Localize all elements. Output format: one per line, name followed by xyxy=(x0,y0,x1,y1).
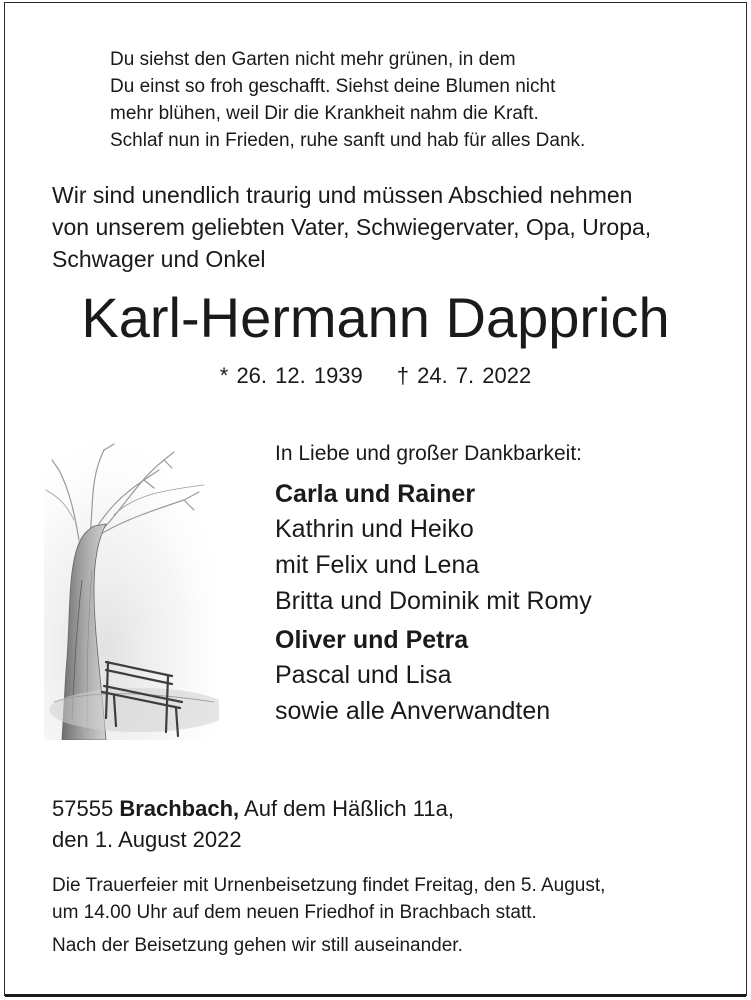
service-line: um 14.00 Uhr auf dem neuen Friedhof in Brachbach statt. xyxy=(52,902,537,923)
family-line: sowie alle Anverwandten xyxy=(275,697,551,725)
zip-code: 57555 xyxy=(52,796,114,821)
deceased-name: Karl-Hermann Dapprich xyxy=(81,286,670,349)
mourners-list xyxy=(275,437,592,729)
intro-line: Schwager und Onkel xyxy=(52,246,266,272)
tree-and-bench-icon xyxy=(44,440,219,740)
family-main-name: Oliver und Petra xyxy=(275,626,469,654)
poem-line: Schlaf nun in Frieden, ruhe sanft und hab für alles Dank. xyxy=(110,130,586,151)
family-line: Pascal und Lisa xyxy=(275,661,452,689)
family-main-name: Carla und Rainer xyxy=(275,480,476,508)
announcement-intro xyxy=(52,179,651,275)
poem-line: Du einst so froh geschafft. Siehst deine Blumen nicht xyxy=(110,76,556,97)
letter-date: den 1. August 2022 xyxy=(52,827,242,852)
service-notice xyxy=(52,872,605,959)
life-dates xyxy=(0,361,751,391)
family-lead: In Liebe und großer Dankbarkeit: xyxy=(275,442,583,465)
intro-line: von unserem geliebten Vater, Schwiegervater, Opa, Uropa, xyxy=(52,214,652,240)
street: Auf dem Häßlich 11a, xyxy=(244,796,454,821)
family-line: Britta und Dominik mit Romy xyxy=(275,587,592,615)
family-line: mit Felix und Lena xyxy=(275,551,480,579)
intro-line: Wir sind unendlich traurig und müssen Abschied nehmen xyxy=(52,182,633,208)
death-date: † 24. 7. 2022 xyxy=(396,363,532,388)
address-line xyxy=(52,793,454,824)
poem-line: Du siehst den Garten nicht mehr grünen, in dem xyxy=(110,49,516,70)
service-line: Nach der Beisetzung gehen wir still auseinander. xyxy=(52,935,463,956)
city: Brachbach, xyxy=(119,796,240,821)
service-line: Die Trauerfeier mit Urnenbeisetzung findet Freitag, den 5. August, xyxy=(52,875,606,896)
birth-date: * 26. 12. 1939 xyxy=(219,363,363,388)
bottom-rule xyxy=(5,994,746,997)
poem xyxy=(110,46,730,154)
address-block xyxy=(52,793,454,855)
family-line: Kathrin und Heiko xyxy=(275,515,474,543)
poem-line: mehr blühen, weil Dir die Krankheit nahm die Kraft. xyxy=(110,103,539,124)
